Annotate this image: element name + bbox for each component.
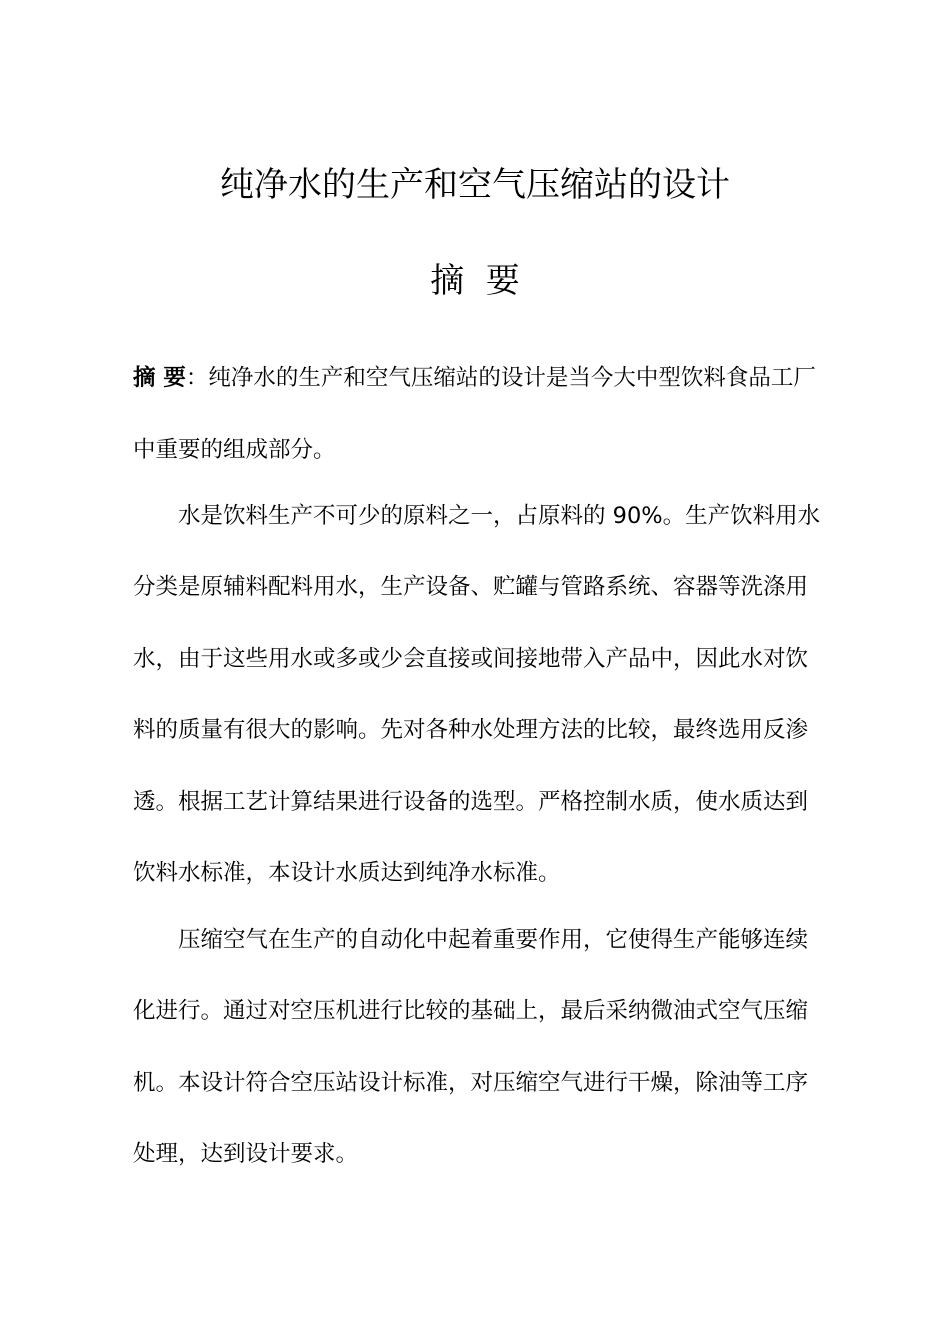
paragraph-water-line-6: 饮料水标准，本设计水质达到纯净水标准。: [133, 860, 561, 886]
paragraph-air-line-3: 机。本设计符合空压站设计标准，对压缩空气进行干燥，除油等工序: [133, 1070, 809, 1096]
paragraph-water-line-1: 水是饮料生产不可少的原料之一，占原料的 90%。生产饮料用水: [178, 503, 821, 529]
paragraph-water-line-4: 料的质量有很大的影响。先对各种水处理方法的比较，最终选用反渗: [133, 717, 809, 743]
paragraph-water-line-3: 水，由于这些用水或多或少会直接或间接地带入产品中，因此水对饮: [133, 646, 809, 672]
paragraph-air-line-2: 化进行。通过对空压机进行比较的基础上，最后采纳微油式空气压缩: [133, 998, 809, 1024]
abstract-label: 摘 要: [133, 365, 186, 391]
abstract-text: ：纯净水的生产和空气压缩站的设计是当今大中型饮料食品工厂: [185, 365, 816, 391]
paragraph-water-line-2: 分类是原辅料配料用水，生产设备、贮罐与管路系统、容器等洗涤用: [133, 574, 809, 600]
abstract-line-1: [133, 362, 816, 394]
document-title: 纯净水的生产和空气压缩站的设计: [220, 165, 730, 205]
abstract-heading: 摘 要: [430, 261, 520, 301]
abstract-line-2: 中重要的组成部分。: [133, 437, 336, 463]
paragraph-air-line-1: 压缩空气在生产的自动化中起着重要作用，它使得生产能够连续: [178, 927, 809, 953]
paragraph-air-line-4: 处理，达到设计要求。: [133, 1141, 359, 1167]
paragraph-water-line-5: 透。根据工艺计算结果进行设备的选型。严格控制水质，使水质达到: [133, 789, 809, 815]
